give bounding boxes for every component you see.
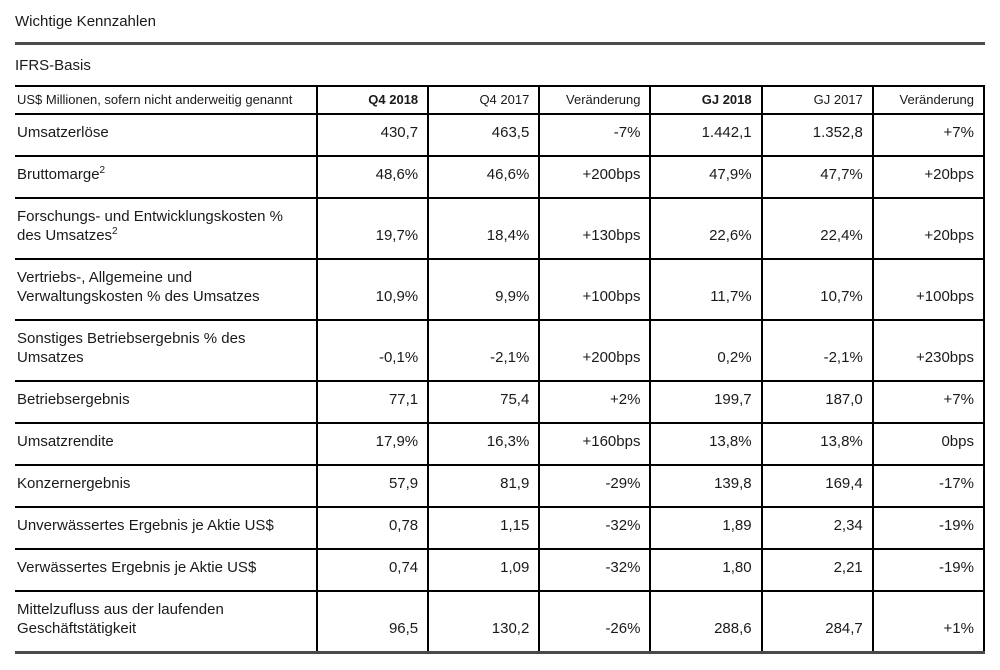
value-cell: -19% bbox=[873, 507, 984, 549]
value-cell: 16,3% bbox=[428, 423, 539, 465]
row-label: Forschungs- und Entwicklungskosten % des Umsatzes$^2$ bbox=[15, 198, 317, 259]
value-cell: 199,7 bbox=[650, 381, 761, 423]
value-cell: 10,7% bbox=[762, 259, 873, 320]
value-cell: +130bps bbox=[539, 198, 650, 259]
table-row bbox=[15, 156, 984, 198]
value-cell: 0,78 bbox=[317, 507, 428, 549]
value-cell: 284,7 bbox=[762, 591, 873, 651]
row-label: Mittelzufluss aus der laufenden Geschäftstätigkeit bbox=[15, 591, 317, 651]
value-cell: -2,1% bbox=[428, 320, 539, 381]
value-cell: 1.442,1 bbox=[650, 114, 761, 156]
value-cell: 13,8% bbox=[762, 423, 873, 465]
table-row bbox=[15, 507, 984, 549]
row-label: Betriebsergebnis bbox=[15, 381, 317, 423]
value-cell: -2,1% bbox=[762, 320, 873, 381]
table-row bbox=[15, 549, 984, 591]
row-label: Umsatzerlöse bbox=[15, 114, 317, 156]
value-cell: 18,4% bbox=[428, 198, 539, 259]
header-col-6: Veränderung bbox=[873, 86, 984, 114]
value-cell: 1,89 bbox=[650, 507, 761, 549]
value-cell: +230bps bbox=[873, 320, 984, 381]
value-cell: -32% bbox=[539, 549, 650, 591]
value-cell: -7% bbox=[539, 114, 650, 156]
value-cell: 2,34 bbox=[762, 507, 873, 549]
page-title: Wichtige Kennzahlen bbox=[15, 13, 156, 30]
value-cell: 57,9 bbox=[317, 465, 428, 507]
value-cell: +100bps bbox=[873, 259, 984, 320]
value-cell: 0,74 bbox=[317, 549, 428, 591]
row-label: Konzernergebnis bbox=[15, 465, 317, 507]
value-cell: +20bps bbox=[873, 156, 984, 198]
table-header-row bbox=[15, 86, 984, 114]
table-row bbox=[15, 591, 984, 651]
value-cell: 22,4% bbox=[762, 198, 873, 259]
value-cell: 0,2% bbox=[650, 320, 761, 381]
value-cell: 22,6% bbox=[650, 198, 761, 259]
header-col-4: GJ 2018 bbox=[650, 86, 761, 114]
value-cell: 48,6% bbox=[317, 156, 428, 198]
value-cell: 10,9% bbox=[317, 259, 428, 320]
value-cell: 1.352,8 bbox=[762, 114, 873, 156]
header-col-5: GJ 2017 bbox=[762, 86, 873, 114]
value-cell: -0,1% bbox=[317, 320, 428, 381]
value-cell: +7% bbox=[873, 381, 984, 423]
value-cell: +200bps bbox=[539, 320, 650, 381]
value-cell: 9,9% bbox=[428, 259, 539, 320]
row-label: Verwässertes Ergebnis je Aktie US$ bbox=[15, 549, 317, 591]
value-cell: 13,8% bbox=[650, 423, 761, 465]
value-cell: -32% bbox=[539, 507, 650, 549]
table-row bbox=[15, 423, 984, 465]
value-cell: 17,9% bbox=[317, 423, 428, 465]
value-cell: 11,7% bbox=[650, 259, 761, 320]
value-cell: +20bps bbox=[873, 198, 984, 259]
table-row bbox=[15, 320, 984, 381]
table-row bbox=[15, 114, 984, 156]
value-cell: 0bps bbox=[873, 423, 984, 465]
row-label: Unverwässertes Ergebnis je Aktie US$ bbox=[15, 507, 317, 549]
value-cell: 430,7 bbox=[317, 114, 428, 156]
value-cell: -17% bbox=[873, 465, 984, 507]
value-cell: +200bps bbox=[539, 156, 650, 198]
table-row bbox=[15, 259, 984, 320]
value-cell: 46,6% bbox=[428, 156, 539, 198]
header-units-label: US$ Millionen, sofern nicht anderweitig genannt bbox=[15, 86, 317, 114]
table-row bbox=[15, 198, 984, 259]
row-label: Vertriebs-, Allgemeine und Verwaltungskosten % des Umsatzes bbox=[15, 259, 317, 320]
key-figures-table bbox=[15, 85, 985, 651]
value-cell: 288,6 bbox=[650, 591, 761, 651]
table-row bbox=[15, 465, 984, 507]
value-cell: +100bps bbox=[539, 259, 650, 320]
bottom-divider bbox=[15, 651, 985, 654]
value-cell: 2,21 bbox=[762, 549, 873, 591]
value-cell: -26% bbox=[539, 591, 650, 651]
page-subtitle: IFRS-Basis bbox=[15, 57, 91, 74]
footnote-marker: 2 bbox=[112, 226, 118, 237]
value-cell: 81,9 bbox=[428, 465, 539, 507]
value-cell: 1,09 bbox=[428, 549, 539, 591]
value-cell: 1,80 bbox=[650, 549, 761, 591]
value-cell: +160bps bbox=[539, 423, 650, 465]
value-cell: +2% bbox=[539, 381, 650, 423]
value-cell: 139,8 bbox=[650, 465, 761, 507]
row-label: Umsatzrendite bbox=[15, 423, 317, 465]
header-col-3: Veränderung bbox=[539, 86, 650, 114]
value-cell: 75,4 bbox=[428, 381, 539, 423]
value-cell: 130,2 bbox=[428, 591, 539, 651]
header-col-1: Q4 2018 bbox=[317, 86, 428, 114]
value-cell: 187,0 bbox=[762, 381, 873, 423]
value-cell: 47,9% bbox=[650, 156, 761, 198]
footnote-marker: 2 bbox=[99, 165, 106, 176]
value-cell: -29% bbox=[539, 465, 650, 507]
header-col-2: Q4 2017 bbox=[428, 86, 539, 114]
row-label: Sonstiges Betriebsergebnis % des Umsatzes bbox=[15, 320, 317, 381]
title-divider bbox=[15, 42, 985, 45]
value-cell: -19% bbox=[873, 549, 984, 591]
value-cell: +1% bbox=[873, 591, 984, 651]
value-cell: 77,1 bbox=[317, 381, 428, 423]
row-label: Bruttomarge$^2$ bbox=[15, 156, 317, 198]
value-cell: 463,5 bbox=[428, 114, 539, 156]
value-cell: 1,15 bbox=[428, 507, 539, 549]
value-cell: 19,7% bbox=[317, 198, 428, 259]
value-cell: 47,7% bbox=[762, 156, 873, 198]
value-cell: 96,5 bbox=[317, 591, 428, 651]
table-row bbox=[15, 381, 984, 423]
value-cell: +7% bbox=[873, 114, 984, 156]
value-cell: 169,4 bbox=[762, 465, 873, 507]
